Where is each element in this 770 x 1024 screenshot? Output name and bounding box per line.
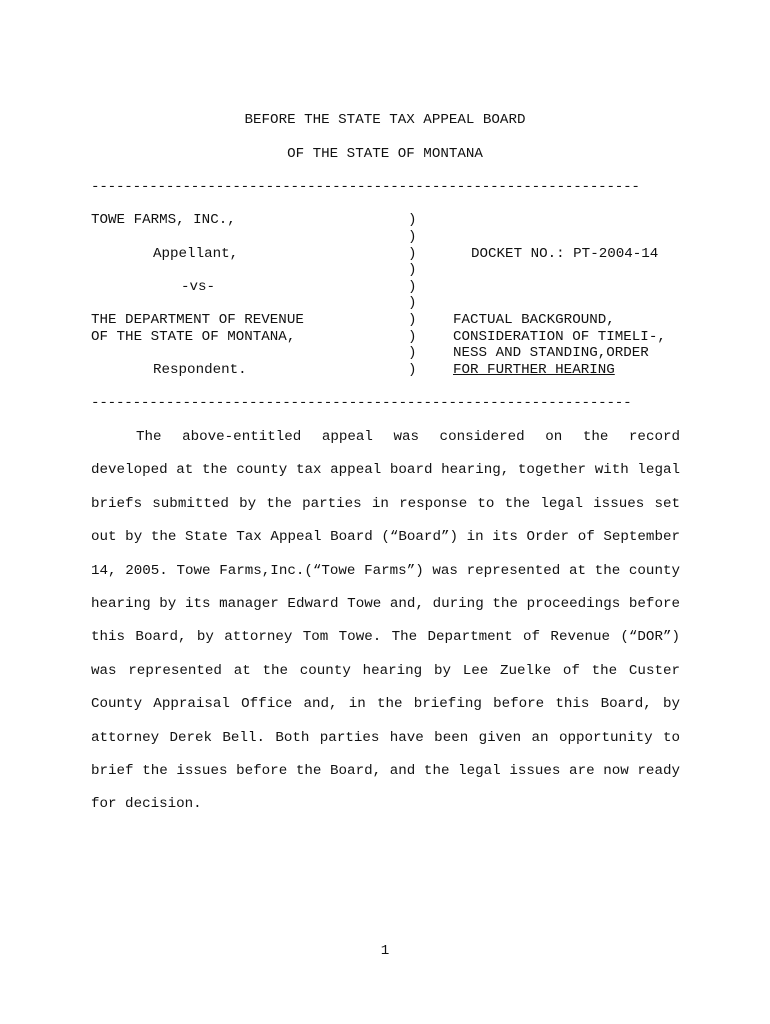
respondent-role: Respondent. [153,362,247,378]
caption-paren: ) [408,229,417,245]
caption-paren: ) [408,212,417,228]
caption-paren: ) [408,362,417,378]
rule-top: ------------------------------------------------------------------ [91,179,640,195]
caption-paren: ) [408,262,417,278]
document-title-line-4: FOR FURTHER HEARING [453,362,615,378]
heading-line-2: OF THE STATE OF MONTANA [287,146,483,162]
heading-line-1: BEFORE THE STATE TAX APPEAL BOARD [244,112,526,128]
caption-paren: ) [408,279,417,295]
document-title-line-3: NESS AND STANDING,ORDER [453,345,649,361]
caption-paren: ) [408,295,417,311]
respondent-name-line-2: OF THE STATE OF MONTANA, [91,329,296,345]
appellant-name: TOWE FARMS, INC., [91,212,236,228]
caption-paren: ) [408,312,417,328]
rule-bottom: ----------------------------------------------------------------- [91,395,632,411]
docket-number: DOCKET NO.: PT-2004-14 [471,246,659,262]
document-title-line-1: FACTUAL BACKGROUND, [453,312,615,328]
versus-label: -vs- [181,279,216,295]
appellant-role: Appellant, [153,246,239,262]
caption-paren: ) [408,345,417,361]
body-paragraph: The above-entitled appeal was considered on the record developed at the county tax appeal board hearing, together with legal briefs submitted by the parties in response to the legal issues set out by the State Tax Appeal Board (“Board”) in its Order of September 14, 2005. Towe Farms,Inc.(“Towe Farms”) was represented at the county hearing by its manager Edward Towe and, during the proceedings before this Board, by attorney Tom Towe. The Department of Revenue (“DOR”) was represented at the county hearing by Lee Zuelke of the Custer County Appraisal Office and, in the briefing before this Board, by attorney Derek Bell. Both parties have been given an opportunity to brief the issues before the Board, and the legal issues are now ready for decision. [91,429,680,813]
respondent-name-line-1: THE DEPARTMENT OF REVENUE [91,312,304,328]
caption-paren: ) [408,329,417,345]
document-title-line-2: CONSIDERATION OF TIMELI-, [453,329,666,345]
caption-paren: ) [408,246,417,262]
page-number: 1 [380,943,390,959]
